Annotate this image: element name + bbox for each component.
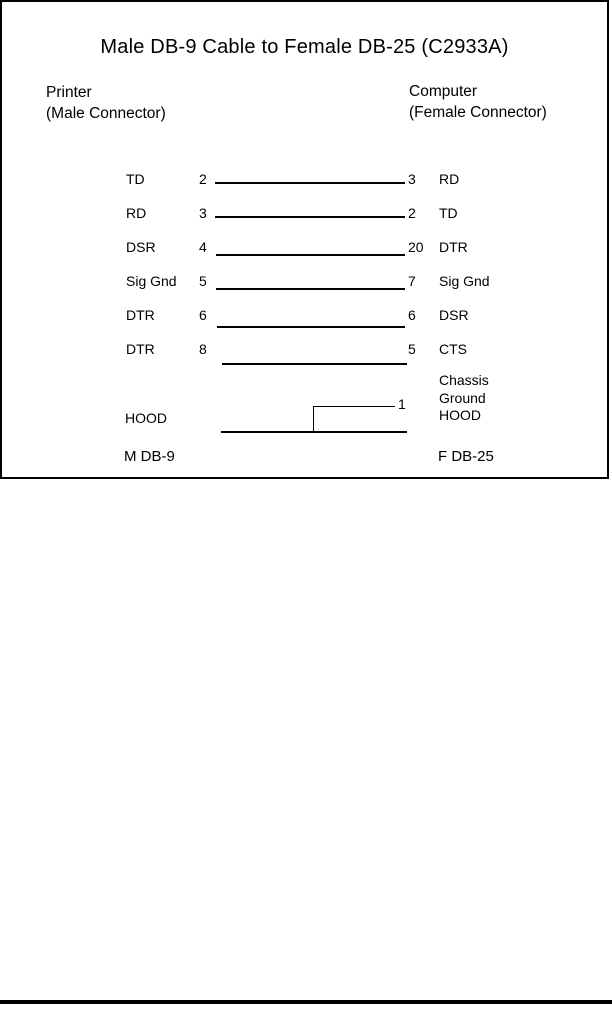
wire-line xyxy=(215,182,405,184)
pin-number-right: 2 xyxy=(408,205,416,221)
diagram-title: Male DB-9 Cable to Female DB-25 (C2933A) xyxy=(100,36,509,58)
wire-line xyxy=(222,363,407,365)
printer-header-device: Printer xyxy=(46,84,92,101)
chassis-ground-label-line1: Chassis xyxy=(439,372,489,388)
signal-label-left: DTR xyxy=(126,307,155,323)
pin-number-left: 5 xyxy=(199,273,207,289)
page-bottom-rule xyxy=(0,1000,612,1004)
pin-number-left: 2 xyxy=(199,171,207,187)
signal-label-right: CTS xyxy=(439,341,467,357)
chassis-stub-horizontal-line xyxy=(313,406,395,407)
signal-label-left: Sig Gnd xyxy=(126,273,177,289)
hood-wire-line xyxy=(221,431,407,433)
signal-label-right: DTR xyxy=(439,239,468,255)
signal-label-left: RD xyxy=(126,205,147,221)
signal-label-right: TD xyxy=(439,205,458,221)
signal-label-left: DSR xyxy=(126,239,156,255)
computer-header-device: Computer xyxy=(409,83,478,100)
pin-number-right: 5 xyxy=(408,341,416,357)
pin-number-right: 3 xyxy=(408,171,416,187)
wire-line xyxy=(216,254,405,256)
pin-number-left: 4 xyxy=(199,239,207,255)
computer-header-connector: (Female Connector) xyxy=(409,104,547,121)
chassis-stub-vertical-line xyxy=(313,406,314,433)
female-db25-label: F DB-25 xyxy=(438,448,494,465)
male-db9-label: M DB-9 xyxy=(124,448,175,465)
pin-number-left: 8 xyxy=(199,341,207,357)
chassis-ground-label-line2: Ground xyxy=(439,389,486,406)
wire-line xyxy=(215,216,405,218)
hood-label-left: HOOD xyxy=(125,410,167,426)
signal-label-right: DSR xyxy=(439,307,469,323)
pin-number-right: 6 xyxy=(408,307,416,323)
computer-header xyxy=(409,81,547,123)
signal-label-right: RD xyxy=(439,171,460,187)
printer-header xyxy=(46,82,166,124)
pin-number-left: 6 xyxy=(199,307,207,323)
pin-number-right: 7 xyxy=(408,273,416,289)
pinout-diagram-box xyxy=(0,0,609,479)
wire-line xyxy=(217,326,405,328)
chassis-ground-label-line3: HOOD xyxy=(439,407,481,423)
pin-number-right: 20 xyxy=(408,239,424,255)
signal-label-right: Sig Gnd xyxy=(439,273,490,289)
pin-number-left: 3 xyxy=(199,205,207,221)
signal-label-left: TD xyxy=(126,171,145,187)
pin-number-right: 1 xyxy=(398,396,406,412)
signal-label-left: DTR xyxy=(126,341,155,357)
wire-line xyxy=(216,288,405,290)
chassis-ground-label xyxy=(439,372,489,425)
printer-header-connector: (Male Connector) xyxy=(46,105,166,122)
